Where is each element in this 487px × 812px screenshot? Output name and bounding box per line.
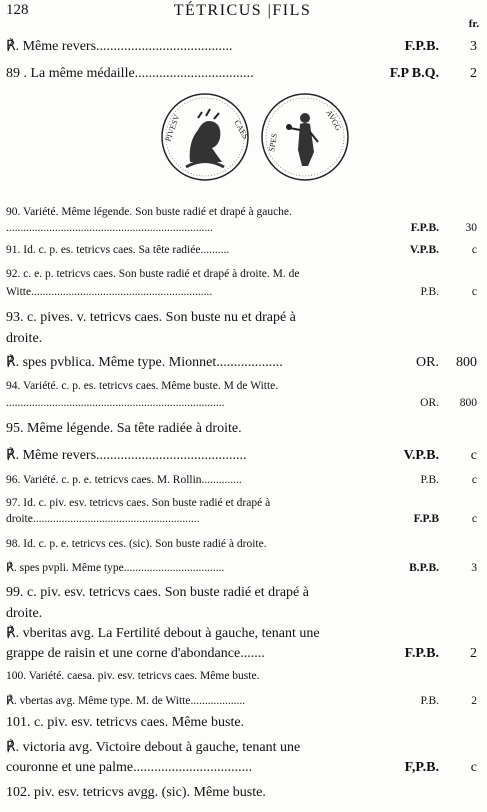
entry-95 xyxy=(6,421,477,437)
entry-text: droite. xyxy=(6,331,43,346)
entry-89 xyxy=(6,66,477,82)
entry-value: 2 xyxy=(470,646,477,661)
entry-text: 89 . La même médaille.................................. xyxy=(6,66,254,81)
entry-91 xyxy=(6,244,477,256)
entry-text: ℟. spes pvpli. Même type................................... xyxy=(6,562,225,574)
entry-text: 92. c. e. p. tetricvs caes. Son buste radié et drapé à droite. M. de xyxy=(6,268,300,280)
entry-rarity: F.P.B. xyxy=(410,222,439,234)
entry-90 xyxy=(6,206,477,218)
entry-text: droite. xyxy=(6,606,43,621)
entry-94-cont xyxy=(6,397,477,409)
entry-value: c xyxy=(470,448,477,463)
entry-92-cont xyxy=(6,286,477,298)
currency-column-label: fr. xyxy=(468,18,479,30)
entry-reverse-same xyxy=(6,447,477,464)
entry-rarity: F.P.B xyxy=(413,513,439,525)
svg-text:CAES: CAES xyxy=(232,118,250,141)
entry-text: ℟. vbertas avg. Même type. M. de Witte................... xyxy=(6,695,246,707)
entry-value: 30 xyxy=(465,222,477,234)
entry-value: c xyxy=(470,760,477,775)
entry-text: ℟. victoria avg. Victoire debout à gauche, tenant une xyxy=(6,740,301,755)
entry-99-cont xyxy=(6,606,477,622)
entry-92 xyxy=(6,268,477,280)
entry-text: ............................................................................ xyxy=(6,397,225,409)
entry-97 xyxy=(6,497,477,509)
entry-98 xyxy=(6,538,477,550)
entry-text: 98. Id. c. p. e. tetricvs ces. (sic). Son buste radié à droite. xyxy=(6,538,267,550)
entry-100 xyxy=(6,670,477,682)
entry-text: droite.......................................................... xyxy=(6,513,200,525)
entry-94 xyxy=(6,380,477,392)
entry-text: ℟. Même revers....................................... xyxy=(6,39,233,54)
entry-text: ........................................................................ xyxy=(6,222,213,234)
entry-rarity: OR. xyxy=(420,397,439,409)
entry-reverse-victoria-cont xyxy=(6,760,477,776)
entry-value: c xyxy=(471,286,477,298)
entry-101 xyxy=(6,715,477,731)
entry-text: 100. Variété. caesa. piv. esv. tetricvs caes. Même buste. xyxy=(6,670,260,682)
coin-reverse xyxy=(260,92,350,182)
entry-value: 2 xyxy=(470,66,477,81)
page-title: TÉTRICUS |FILS xyxy=(173,2,312,19)
entry-text: 91. Id. c. p. es. tetricvs caes. Sa tête radiée.......... xyxy=(6,244,230,256)
svg-text:SPES: SPES xyxy=(267,132,280,153)
entry-text: ℟. vberitas avg. La Fertilité debout à gauche, tenant une xyxy=(6,626,320,641)
page-header xyxy=(6,2,479,30)
coin-obverse xyxy=(160,92,250,182)
entry-rarity: P.B. xyxy=(420,695,439,707)
entry-text: 95. Même légende. Sa tête radiée à droite. xyxy=(6,421,242,436)
entry-93 xyxy=(6,310,477,326)
entry-rarity: V.P.B. xyxy=(403,448,439,463)
entry-rarity: F.P.B. xyxy=(404,646,439,661)
entry-rarity: B.P.B. xyxy=(409,562,439,574)
entry-value: c xyxy=(471,513,477,525)
entry-text: 97. Id. c. piv. esv. tetricvs caes. Son buste radié et drapé à xyxy=(6,497,271,509)
entry-text: 101. c. piv. esv. tetricvs caes. Même buste. xyxy=(6,715,245,730)
entry-reverse-uberitas-cont xyxy=(6,646,477,662)
entry-rarity: OR. xyxy=(416,355,439,370)
entry-rarity: P.B. xyxy=(420,474,439,486)
entry-value: c xyxy=(471,244,477,256)
svg-text:AVGG: AVGG xyxy=(324,108,344,133)
entry-text: 94. Variété. c. p. es. tetricvs caes. Même buste. M de Witte. xyxy=(6,380,279,392)
entry-reverse-spes-pupli xyxy=(6,560,477,574)
entry-text: ℟. spes pvblica. Même type. Mionnet................... xyxy=(6,355,283,370)
coin-illustration xyxy=(160,92,360,182)
reverse-figure-icon xyxy=(260,92,350,182)
entry-text: ℟. Même revers........................................... xyxy=(6,448,247,463)
entry-text: couronne et une palme.................................. xyxy=(6,760,253,775)
entry-text: Witte............................................................... xyxy=(6,286,213,298)
entry-reverse-spes-publica xyxy=(6,354,477,371)
svg-text:PIVESV: PIVESV xyxy=(163,113,182,143)
entry-value: 3 xyxy=(470,39,477,54)
entry-99 xyxy=(6,585,477,601)
entry-102 xyxy=(6,785,477,801)
entry-rarity: F.P.B. xyxy=(404,39,439,54)
entry-reverse-victoria xyxy=(6,739,477,756)
entry-rarity: F,P.B. xyxy=(404,760,439,775)
entry-reverse-uberitas xyxy=(6,625,477,642)
entry-value: 2 xyxy=(471,695,477,707)
entry-text: 90. Variété. Même légende. Son buste radié et drapé à gauche. xyxy=(6,206,292,218)
entry-93-cont xyxy=(6,331,477,347)
entry-reverse xyxy=(6,38,477,55)
entry-rarity: V.P.B. xyxy=(409,244,439,256)
entry-text: 93. c. pives. v. tetricvs caes. Son buste nu et drapé à xyxy=(6,310,296,325)
entry-value: 3 xyxy=(471,562,477,574)
entry-96 xyxy=(6,474,477,486)
entry-text: 99. c. piv. esv. tetricvs caes. Son buste radié et drapé à xyxy=(6,585,309,600)
entry-value: 800 xyxy=(459,397,477,409)
entry-text: 102. piv. esv. tetricvs avgg. (sic). Même buste. xyxy=(6,785,266,800)
page-number: 128 xyxy=(6,2,29,18)
entry-text: grappe de raisin et une corne d'abondance....... xyxy=(6,646,265,661)
entry-97-cont xyxy=(6,513,477,525)
entry-reverse-ubertas xyxy=(6,693,477,707)
entry-rarity: P.B. xyxy=(420,286,439,298)
entry-text: 96. Variété. c. p. e. tetricvs caes. M. Rollin.............. xyxy=(6,474,242,486)
obverse-portrait-icon xyxy=(160,92,250,182)
entry-rarity: F.P B.Q. xyxy=(389,66,439,81)
entry-value: c xyxy=(471,474,477,486)
entry-90-cont xyxy=(6,222,477,234)
entry-value: 800 xyxy=(456,355,477,370)
